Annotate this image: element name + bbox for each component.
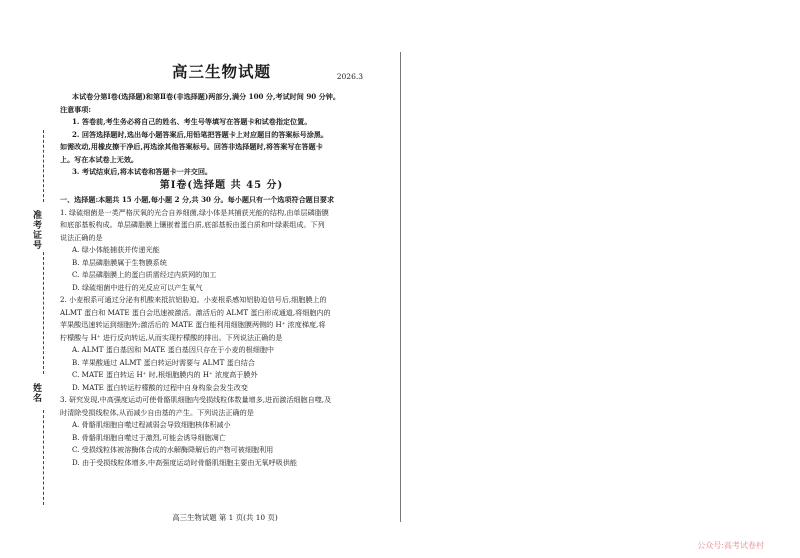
option-c: C. 受损线粒体被溶酶体合成的水解酶降解后的产物可被细胞利用 — [72, 445, 274, 454]
watermark: 公众号:高考试卷村 — [697, 541, 764, 550]
exam-date: 2026.3 — [336, 72, 363, 81]
question-stem: 时清除受损线粒体,从而减少自由基的产生。下列说法正确的是 — [60, 407, 254, 417]
option-b: B. 单层磷脂膜属于生物膜系统 — [72, 257, 167, 267]
note-3: 3. 考试结束后,将本试卷和答题卡一并交回。 — [72, 167, 213, 176]
option-b: B. 苹果酸通过 ALMT 蛋白转运时需要与 ALMT 蛋白结合 — [72, 357, 255, 367]
option-d: D. 绿硫细菌中进行的光反应可以产生氧气 — [72, 282, 203, 292]
binding-line-bottom — [43, 410, 44, 505]
option-a: A. 骨骼肌细胞自噬过程减弱会导致细胞核体积减小 — [72, 420, 231, 429]
question-stem: 柠檬酸与 H⁺ 进行反向转运,从而实现柠檬酸的排出。下列说法正确的是 — [60, 332, 283, 342]
question-stem: 说法正确的是 — [60, 232, 103, 242]
option-a: A. 绿小体能捕获并传递光能 — [72, 245, 160, 254]
page-divider — [400, 52, 401, 522]
question-stem: 苹果酸迅速转运到细胞外;激活后的 MATE 蛋白能利用细胞膜两侧的 H⁺ 浓度梯度,将 — [60, 320, 326, 329]
exam-id-label: 准考证号 — [31, 210, 41, 250]
option-b: B. 骨骼肌细胞自噬过于激烈,可能会诱导细胞凋亡 — [72, 432, 226, 442]
notes-title: 注意事项: — [60, 104, 91, 114]
page-footer: 高三生物试题 第 1 页(共 10 页) — [172, 513, 278, 522]
option-c: C. MATE 蛋白转运 H⁺ 时,根细胞膜内的 H⁺ 浓度高于膜外 — [72, 370, 258, 379]
question-stem: 3. 研究发现,中高强度运动可使骨骼肌细胞内受损线粒体数量增多,进而激活细胞自噬,及 — [60, 395, 332, 404]
option-d: D. 由于受损线粒体增多,中高强度运动时骨骼肌细胞主要由无氧呼吸供能 — [72, 457, 298, 467]
section-title: 第Ⅰ卷(选择题 共 45 分) — [159, 179, 284, 191]
page-title: 高三生物试题 — [171, 63, 271, 81]
question-stem: 2. 小麦根系可通过分泌有机酸来抵抗铝胁迫。小麦根系感知铝胁迫信号后,细胞膜上的 — [60, 295, 327, 304]
question-1 — [60, 207, 383, 295]
intro-line: 本试卷分第Ⅰ卷(选择题)和第Ⅱ卷(非选择题)两部分,满分 100 分,考试时间 90 分钟。 — [72, 92, 340, 101]
note-2: 2. 回答选择题时,选出每小题答案后,用铅笔把答题卡上对应题目的答案标号涂黑。 — [72, 129, 328, 139]
question-stem: ALMT 蛋白和 MATE 蛋白会迅速被激活。激活后的 ALMT 蛋白形成通道,将细胞内的 — [60, 307, 331, 317]
option-d: D. MATE 蛋白转运柠檬酸的过程中自身构象会发生改变 — [72, 382, 248, 392]
note-1: 1. 答卷前,考生务必将自己的姓名、考生号等填写在答题卡和试卷指定位置。 — [72, 117, 312, 126]
name-label: 姓名 — [31, 383, 41, 403]
binding-line-middle — [43, 252, 44, 374]
question-2 — [60, 294, 383, 394]
exam-page — [60, 63, 383, 469]
question-3 — [60, 394, 383, 469]
binding-line-top — [43, 130, 44, 202]
header — [60, 63, 383, 88]
question-stem: 1. 绿硫细菌是一类严格厌氧的光合自养细菌,绿小体是其捕获光能的结构,由单层磷脂膜 — [60, 207, 329, 217]
question-stem: 和底部基板构成。单层磷脂膜上镶嵌着蛋白质,底部基板由蛋白质和叶绿素组成。下列 — [60, 220, 325, 229]
note-2-end: 上。写在本试卷上无效。 — [60, 154, 139, 164]
option-a: A. ALMT 蛋白基因和 MATE 蛋白基因只存在于小麦的根细胞中 — [72, 345, 275, 354]
note-2-continued: 如需改动,用橡皮擦干净后,再选涂其他答案标号。回答非选择题时,将答案写在答题卡 — [60, 142, 323, 151]
option-c: C. 单层磷脂膜上的蛋白质需经过内质网的加工 — [72, 270, 217, 279]
part-one-heading: 一、选择题:本题共 15 小题,每小题 2 分,共 30 分。每小题只有一个选项符合题目要求 — [60, 195, 335, 204]
